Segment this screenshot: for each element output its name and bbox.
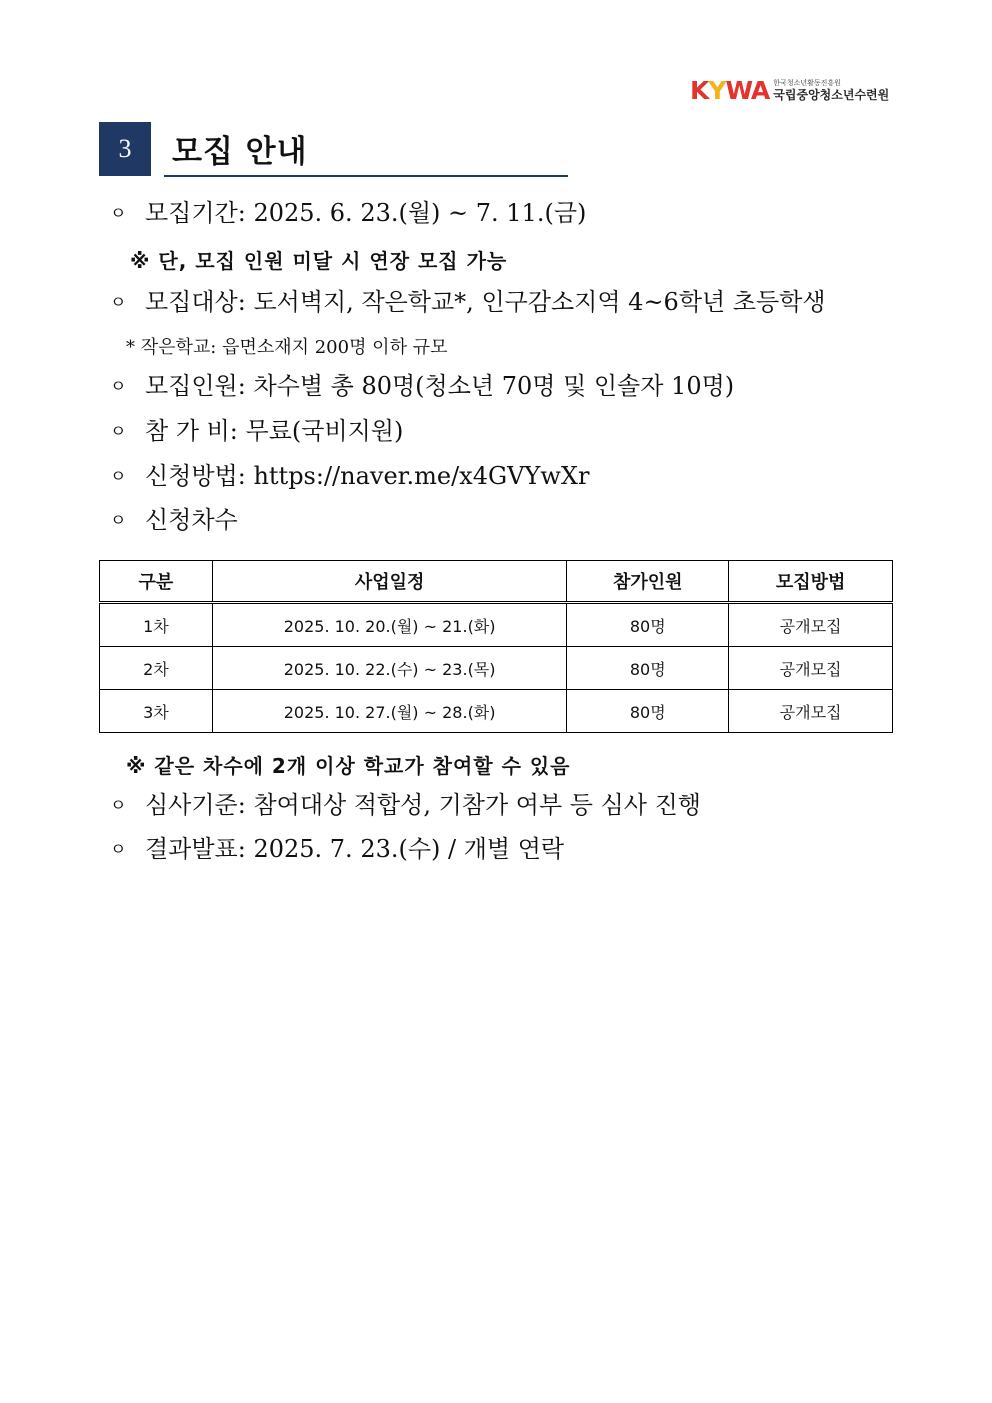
bullet-marker: ㅇ: [110, 840, 127, 860]
table-row: [100, 647, 893, 690]
section-number-box: 3: [99, 122, 151, 176]
section-underline: [164, 175, 568, 177]
section-title: 모집 안내: [172, 134, 308, 170]
item-text: 신청방법: https://naver.me/x4GVYwXr: [145, 462, 590, 490]
bullet-marker: ㅇ: [110, 511, 127, 531]
logo-subtitle: 한국청소년활동진흥원: [773, 79, 841, 87]
item-recruit-period: [110, 198, 586, 229]
bullet-marker: ㅇ: [110, 467, 127, 487]
item-text: 모집인원: 차수별 총 80명(청소년 70명 및 인솔자 10명): [145, 372, 735, 400]
bullet-marker: ㅇ: [110, 204, 127, 224]
bullet-marker: ㅇ: [110, 293, 127, 313]
note-extension: ※ 단, 모집 인원 미달 시 연장 모집 가능: [130, 249, 508, 273]
bullet-marker: ㅇ: [110, 377, 127, 397]
cell-schedule: 2025. 10. 22.(수) ~ 23.(목): [212, 647, 567, 690]
cell-division: 2차: [100, 647, 213, 690]
item-result-announcement: [110, 834, 564, 865]
bullet-marker: ㅇ: [110, 796, 127, 816]
note-small-school: * 작은학교: 읍면소재지 200명 이하 규모: [126, 337, 448, 358]
item-headcount: [110, 371, 734, 402]
header-participants: 참가인원: [567, 561, 729, 603]
cell-participants: 80명: [567, 603, 729, 647]
logo-text: [773, 80, 889, 101]
item-apply-method: [110, 461, 589, 492]
item-text: 모집기간: 2025. 6. 23.(월) ~ 7. 11.(금): [145, 199, 587, 227]
header-schedule: 사업일정: [212, 561, 567, 603]
item-target: [110, 287, 826, 318]
item-text: 신청차수: [145, 506, 238, 534]
logo-mark: [690, 76, 769, 105]
logo-letters-wa: WA: [725, 76, 770, 105]
header-method: 모집방법: [729, 561, 893, 603]
kywa-logo: [690, 76, 889, 105]
note-multi-school: ※ 같은 차수에 2개 이상 학교가 참여할 수 있음: [126, 754, 571, 778]
table-header-row: [100, 561, 893, 603]
item-text: 심사기준: 참여대상 적합성, 기참가 여부 등 심사 진행: [145, 791, 701, 819]
cell-method: 공개모집: [729, 647, 893, 690]
logo-letter-y: Y: [708, 76, 726, 105]
cell-division: 3차: [100, 690, 213, 733]
cell-schedule: 2025. 10. 20.(월) ~ 21.(화): [212, 603, 567, 647]
session-table: [99, 560, 893, 733]
cell-method: 공개모집: [729, 603, 893, 647]
header-division: 구분: [100, 561, 213, 603]
item-sessions: [110, 505, 238, 536]
cell-division: 1차: [100, 603, 213, 647]
logo-org-name: 국립중앙청소년수련원: [773, 88, 890, 102]
item-text: 모집대상: 도서벽지, 작은학교*, 인구감소지역 4~6학년 초등학생: [145, 288, 826, 316]
bullet-marker: ㅇ: [110, 422, 127, 442]
logo-letter-k: K: [690, 76, 709, 105]
cell-schedule: 2025. 10. 27.(월) ~ 28.(화): [212, 690, 567, 733]
cell-method: 공개모집: [729, 690, 893, 733]
item-text: 참 가 비: 무료(국비지원): [145, 417, 404, 445]
item-text: 결과발표: 2025. 7. 23.(수) / 개별 연락: [145, 835, 565, 863]
cell-participants: 80명: [567, 647, 729, 690]
table-row: [100, 690, 893, 733]
table-row: [100, 603, 893, 647]
item-review-criteria: [110, 790, 701, 821]
item-fee: [110, 416, 403, 447]
cell-participants: 80명: [567, 690, 729, 733]
